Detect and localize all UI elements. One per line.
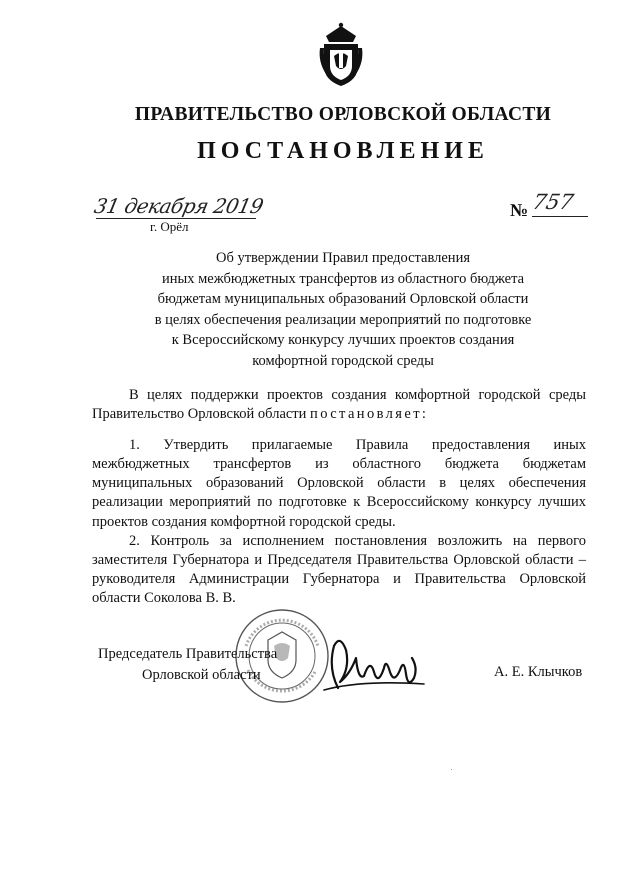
- signatory-name: А. Е. Клычков: [494, 664, 583, 680]
- preamble-text: В целях поддержки проектов создания комфортной городской среды Правительство Орловской области: [92, 387, 586, 423]
- document-type-title: ПОСТАНОВЛЕНИЕ: [197, 138, 489, 164]
- document-body: [92, 386, 586, 608]
- signatory-position-line1: Председатель Правительства: [98, 646, 278, 662]
- subject-line: к Всероссийскому конкурсу лучших проектов создания: [171, 332, 515, 349]
- handwritten-signature-icon: [320, 628, 430, 706]
- handwritten-date: 31 декабря 2019: [92, 194, 266, 218]
- preamble-emphasis: постановляет:: [310, 406, 429, 423]
- scan-speck: [451, 769, 452, 770]
- item-2-paragraph: 2. Контроль за исполнением постановления возложить на первого заместителя Губернатора и Председателя Правительства Орловской области – руководителя Администрации Губернатора и Правительства Орловской области Соколова В. В.: [92, 532, 586, 606]
- item-1-paragraph: 1. Утвердить прилагаемые Правила предоставления иных межбюджетных трансфертов из областного бюджета бюджетам муниципальных образований Орловской области в целях обеспечения реализации мероприятий по подготовке к Всероссийскому конкурсу лучших проектов создания комфортной городской среды.: [92, 437, 586, 530]
- coat-of-arms-icon: [316, 22, 366, 88]
- number-label: №: [510, 200, 529, 220]
- number-underline: [532, 216, 588, 217]
- signatory-position: [98, 644, 277, 685]
- document-subject: [126, 248, 560, 372]
- subject-line: иных межбюджетных трансфертов из областного бюджета: [161, 270, 525, 287]
- signatory-position-line2: Орловской области: [142, 666, 261, 683]
- handwritten-number: 757: [530, 190, 576, 214]
- organization-title: ПРАВИТЕЛЬСТВО ОРЛОВСКОЙ ОБЛАСТИ: [134, 104, 552, 125]
- city-label: г. Орёл: [150, 219, 189, 234]
- subject-line: бюджетам муниципальных образований Орловской области: [157, 291, 529, 308]
- subject-line: в целях обеспечения реализации мероприятий по подготовке: [154, 311, 532, 328]
- preamble-paragraph: [92, 386, 586, 424]
- subject-line: комфортной городской среды: [252, 352, 434, 369]
- subject-line: Об утверждении Правил предоставления: [215, 250, 470, 266]
